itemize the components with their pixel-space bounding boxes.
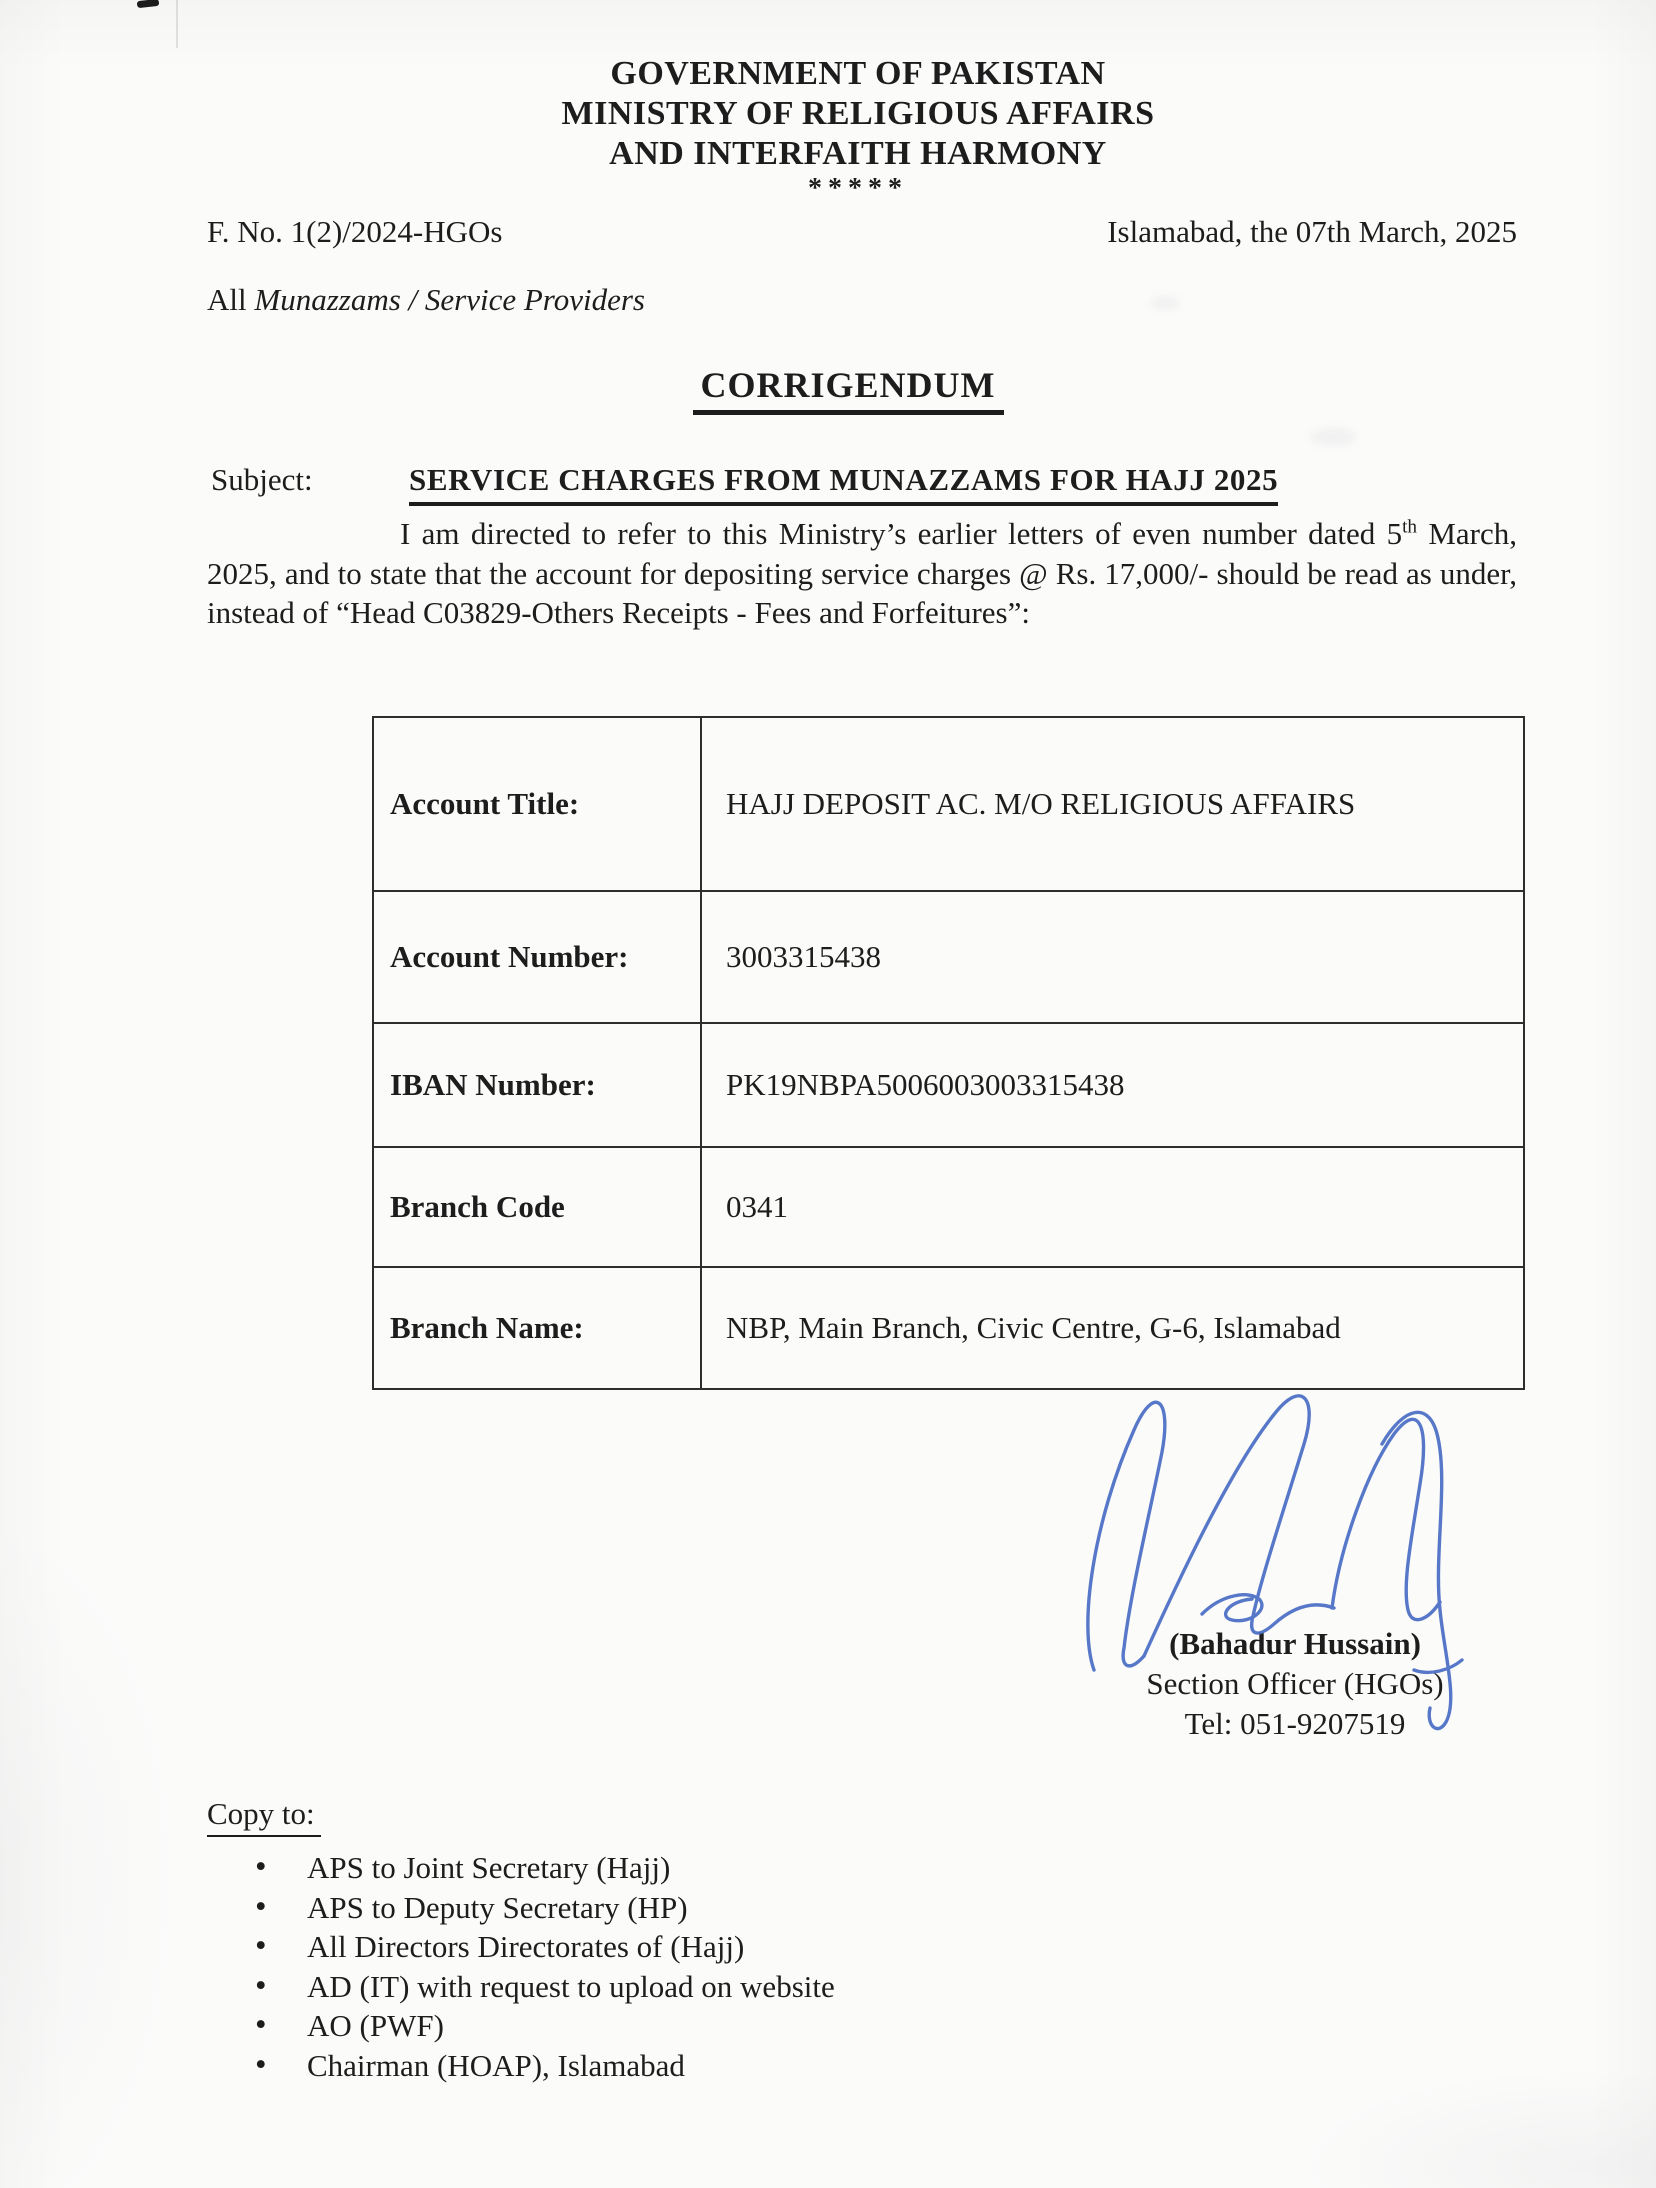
scan-smudge	[1310, 428, 1356, 446]
row-label: Account Number:	[373, 891, 701, 1023]
letterhead-line1: GOVERNMENT OF PAKISTAN	[610, 55, 1106, 92]
row-value: PK19NBPA5006003003315438	[701, 1023, 1524, 1147]
table-row	[373, 717, 1524, 891]
signatory-name: (Bahadur Hussain)	[1169, 1626, 1421, 1661]
table-row	[373, 891, 1524, 1023]
scan-artifact-mark	[137, 0, 160, 8]
copy-to-heading: Copy to:	[207, 1796, 321, 1837]
list-item: • AD (IT) with request to upload on website	[207, 1967, 1307, 2007]
signature-ink-image	[1078, 1370, 1482, 1746]
signatory-designation: Section Officer (HGOs)	[1146, 1666, 1444, 1701]
list-item: • All Directors Directorates of (Hajj)	[207, 1927, 1307, 1967]
body-text-rest: March, 2025, and to state that the account for depositing service charges @ Rs. 17,000/- should be read as under, instead of “Head C03829-Others Receipts - Fees and Forfeitures”:	[207, 516, 1517, 630]
account-details-table	[372, 716, 1525, 1390]
row-value: 0341	[701, 1147, 1524, 1267]
addressee-line	[207, 282, 645, 318]
table-row	[373, 1147, 1524, 1267]
subject-row	[207, 462, 1517, 512]
subject-label: Subject:	[211, 462, 313, 497]
doc-title: CORRIGENDUM	[693, 364, 1004, 415]
addressee-prefix: All	[207, 282, 255, 317]
row-value: 3003315438	[701, 891, 1524, 1023]
signatory-phone: Tel: 051-9207519	[1184, 1706, 1406, 1741]
subject-text: SERVICE CHARGES FROM MUNAZZAMS FOR HAJJ 2025	[409, 462, 1278, 506]
table-row	[373, 1023, 1524, 1147]
body-text-start: I am directed to refer to this Ministry’s earlier letters of even number dated 5	[400, 516, 1403, 551]
scan-artifact-crease	[176, 0, 178, 48]
row-label: Branch Name:	[373, 1267, 701, 1389]
row-label: IBAN Number:	[373, 1023, 701, 1147]
list-item: • AO (PWF)	[207, 2006, 1307, 2046]
place-date: Islamabad, the 07th March, 2025	[1107, 214, 1517, 249]
addressee-italic: Munazzams / Service Providers	[254, 282, 645, 317]
row-label: Branch Code	[373, 1147, 701, 1267]
list-item: • APS to Joint Secretary (Hajj)	[207, 1848, 1307, 1888]
letterhead	[60, 54, 1656, 202]
scan-smudge	[1150, 296, 1180, 310]
row-value: HAJJ DEPOSIT AC. M/O RELIGIOUS AFFAIRS	[701, 717, 1524, 891]
doc-title-wrap	[40, 364, 1656, 415]
file-number: F. No. 1(2)/2024-HGOs	[207, 214, 503, 249]
letterhead-stars: *****	[808, 173, 908, 204]
reference-row	[207, 214, 1517, 250]
copy-to-list	[207, 1848, 1307, 2085]
letterhead-line3: AND INTERFAITH HARMONY	[609, 135, 1107, 172]
body-paragraph	[207, 514, 1517, 633]
row-value: NBP, Main Branch, Civic Centre, G-6, Islamabad	[701, 1267, 1524, 1389]
list-item: • APS to Deputy Secretary (HP)	[207, 1888, 1307, 1928]
letterhead-line2: MINISTRY OF RELIGIOUS AFFAIRS	[561, 95, 1155, 132]
body-superscript: th	[1402, 516, 1418, 538]
row-label: Account Title:	[373, 717, 701, 891]
list-item: • Chairman (HOAP), Islamabad	[207, 2046, 1307, 2086]
